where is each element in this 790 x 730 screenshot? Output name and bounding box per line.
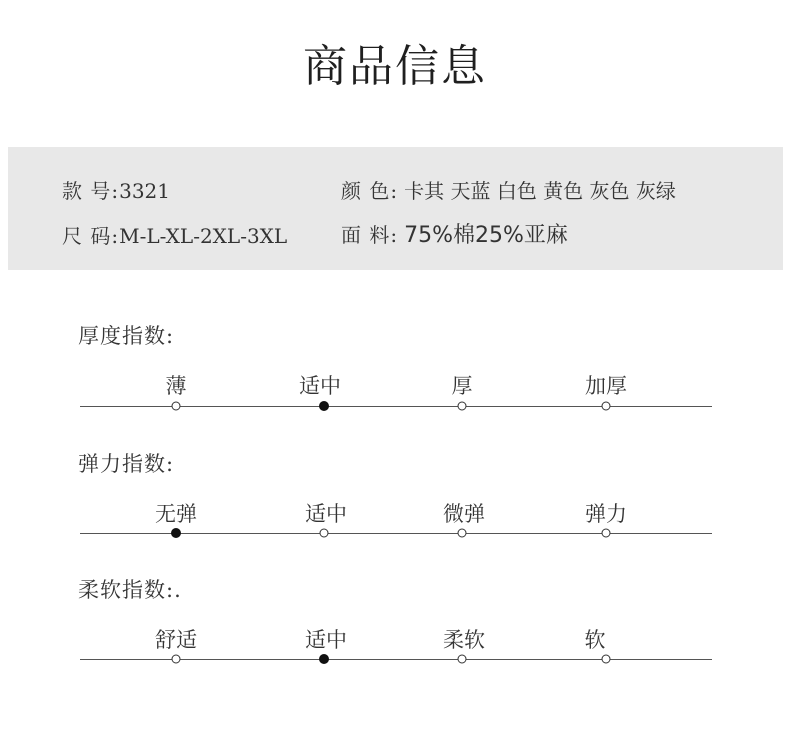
style-number-value: 3321 [119, 179, 171, 203]
size-info [62, 220, 287, 249]
elasticity-dot [602, 529, 611, 538]
softness-dot [172, 655, 181, 664]
thickness-dot [602, 402, 611, 411]
style-number [62, 175, 170, 204]
color-label: 颜 色: [341, 179, 399, 203]
thickness-dot [172, 402, 181, 411]
softness-dot-selected [319, 654, 329, 664]
size-label: 尺 码: [62, 224, 120, 248]
thickness-option-label: 适中 [299, 374, 341, 398]
elasticity-option-label: 弹力 [585, 502, 627, 526]
elasticity-option-label: 无弹 [155, 502, 197, 526]
style-number-label: 款 号: [62, 179, 120, 203]
elasticity-index-title: 弹力指数: [78, 452, 175, 476]
thickness-option-label: 厚 [451, 374, 473, 398]
thickness-option-label: 加厚 [585, 374, 627, 398]
softness-index-title: 柔软指数:. [78, 578, 182, 602]
thickness-dot-selected [319, 401, 329, 411]
softness-option-label: 柔软 [443, 628, 485, 652]
thickness-dot [458, 402, 467, 411]
softness-dot [602, 655, 611, 664]
color-info [341, 175, 676, 204]
fabric-info [341, 218, 568, 249]
softness-option-label: 适中 [305, 628, 347, 652]
elasticity-option-label: 微弹 [443, 502, 485, 526]
fabric-value: 75%棉25%亚麻 [404, 223, 568, 248]
page-title: 商品信息 [303, 41, 487, 92]
softness-dot [458, 655, 467, 664]
softness-option-label: 软 [584, 628, 606, 652]
thickness-option-label: 薄 [165, 374, 187, 398]
elasticity-dot [320, 529, 329, 538]
thickness-index-title: 厚度指数: [78, 324, 175, 348]
product-info-box [8, 147, 783, 270]
elasticity-dot [458, 529, 467, 538]
size-value: M-L-XL-2XL-3XL [119, 224, 288, 248]
softness-option-label: 舒适 [155, 628, 197, 652]
color-value: 卡其 天蓝 白色 黄色 灰色 灰绿 [404, 179, 676, 203]
fabric-label: 面 料: [341, 223, 399, 247]
elasticity-dot-selected [171, 528, 181, 538]
elasticity-option-label: 适中 [305, 502, 347, 526]
